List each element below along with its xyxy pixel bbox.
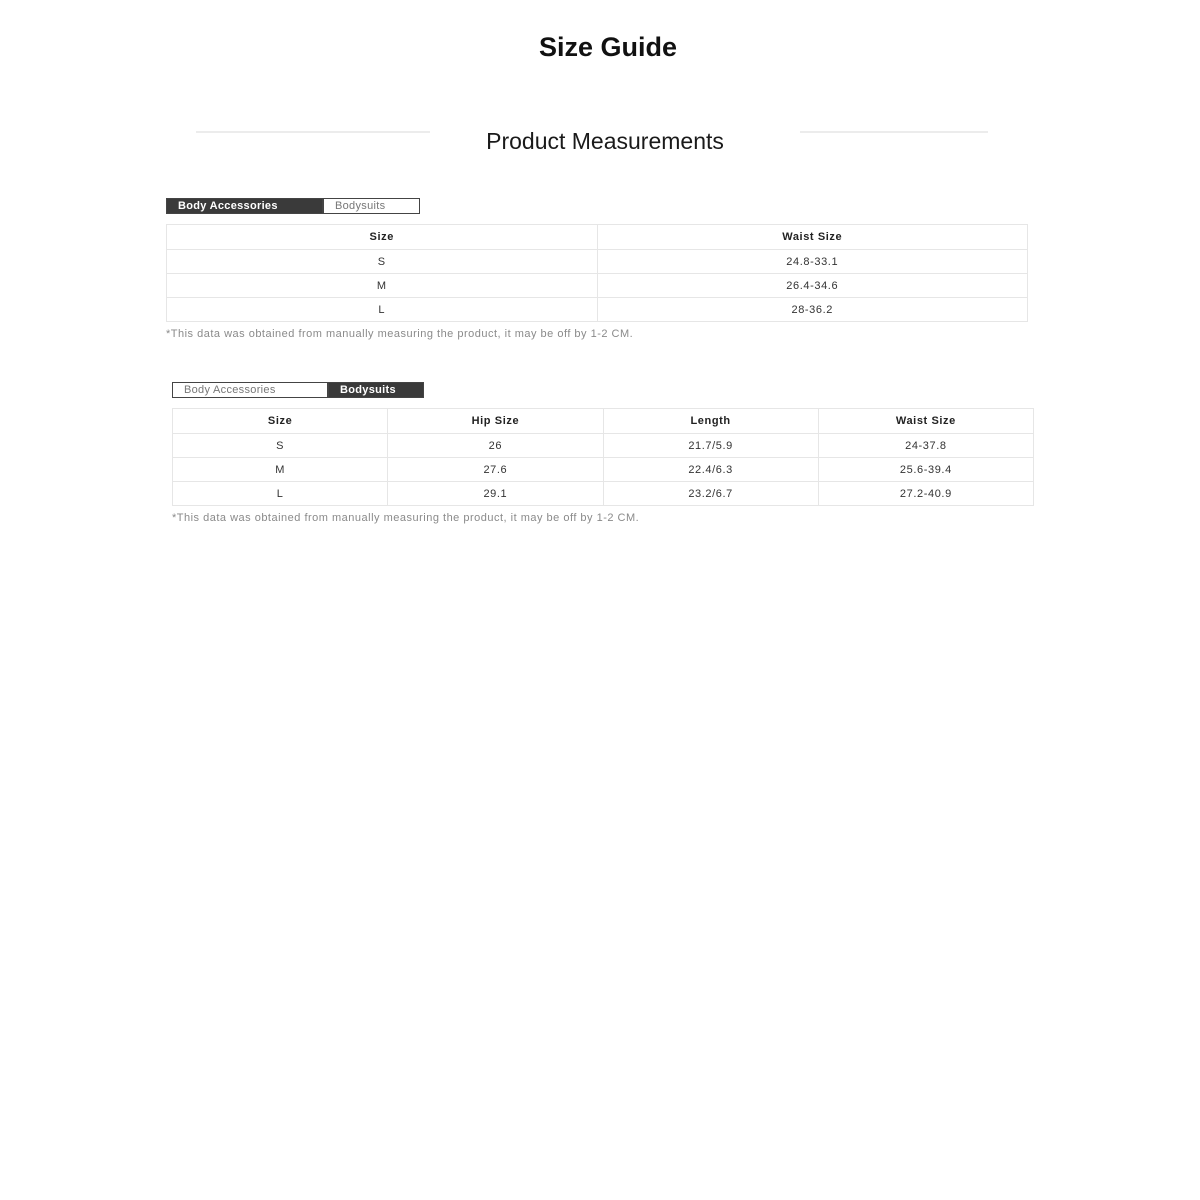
page-title: Size Guide (538, 32, 678, 62)
table-row (167, 274, 1028, 298)
column-header: Waist Size (818, 409, 1033, 434)
size-table (166, 224, 1028, 322)
size-table-block-bodysuits (172, 382, 1034, 524)
tab-bodysuits[interactable]: Bodysuits (323, 198, 420, 214)
table-cell: 28-36.2 (597, 298, 1028, 322)
size-table (172, 408, 1034, 506)
table-cell: 25.6-39.4 (818, 458, 1033, 482)
section-header (0, 126, 1200, 160)
column-header: Size (167, 225, 598, 250)
category-tabs (172, 382, 1034, 398)
table-cell: M (173, 458, 388, 482)
table-cell: 26.4-34.6 (597, 274, 1028, 298)
category-tabs (166, 198, 1028, 214)
table-row (173, 434, 1034, 458)
tab-body-accessories[interactable]: Body Accessories (172, 382, 328, 398)
measurement-note: *This data was obtained from manually measuring the product, it may be off by 1-2 CM. (172, 512, 640, 524)
column-header: Waist Size (597, 225, 1028, 250)
column-header: Hip Size (388, 409, 603, 434)
table-cell: 21.7/5.9 (603, 434, 818, 458)
table-cell: 23.2/6.7 (603, 482, 818, 506)
table-header-row (167, 225, 1028, 250)
table-cell: 24.8-33.1 (597, 250, 1028, 274)
table-cell: S (167, 250, 598, 274)
tab-body-accessories[interactable]: Body Accessories (166, 198, 323, 214)
table-cell: 22.4/6.3 (603, 458, 818, 482)
table-cell: S (173, 434, 388, 458)
table-cell: L (167, 298, 598, 322)
table-cell: 27.6 (388, 458, 603, 482)
table-row (173, 482, 1034, 506)
table-row (167, 250, 1028, 274)
column-header: Length (603, 409, 818, 434)
table-row (167, 298, 1028, 322)
table-header-row (173, 409, 1034, 434)
table-cell: M (167, 274, 598, 298)
table-cell: 26 (388, 434, 603, 458)
table-cell: L (173, 482, 388, 506)
table-cell: 24-37.8 (818, 434, 1033, 458)
measurement-note: *This data was obtained from manually measuring the product, it may be off by 1-2 CM. (166, 328, 634, 340)
section-heading: Product Measurements (486, 128, 724, 154)
size-table-block-body-accessories (166, 198, 1028, 340)
tab-bodysuits[interactable]: Bodysuits (328, 382, 424, 398)
table-row (173, 458, 1034, 482)
column-header: Size (173, 409, 388, 434)
table-cell: 29.1 (388, 482, 603, 506)
table-cell: 27.2-40.9 (818, 482, 1033, 506)
